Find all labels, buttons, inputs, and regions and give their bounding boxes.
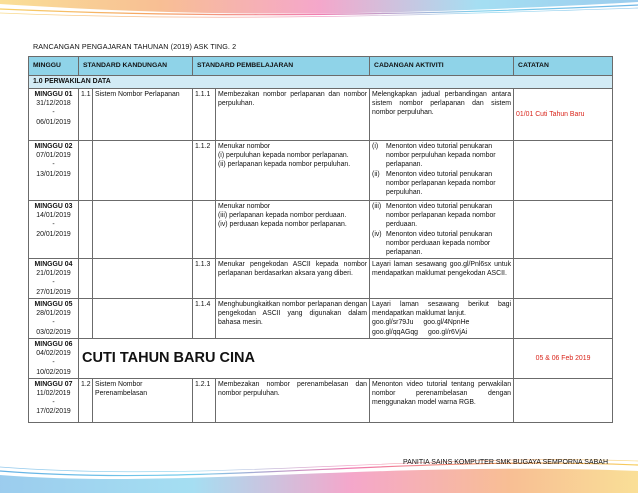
learning-standard-text (216, 201, 370, 259)
week-cell (29, 259, 79, 299)
note-text (514, 378, 613, 422)
week-end-date: 13/01/2019 (36, 170, 71, 178)
note-text: 01/01 Cuti Tahun Baru (514, 89, 613, 141)
week-date-dash: - (52, 279, 55, 287)
note-text: 05 & 06 Feb 2019 (514, 339, 613, 379)
week-end-date: 10/02/2019 (36, 368, 71, 376)
activity-text: Layari laman sesawang goo.gl/Pnl6sx untuk mendapatkan maklumat pengekodan ASCII. (370, 259, 514, 299)
week-start-date: 28/01/2019 (36, 310, 71, 318)
week-start-date: 31/12/2018 (36, 100, 71, 108)
table-row-week-07 (29, 378, 613, 422)
content-standard-number (79, 141, 93, 201)
activity-item: (iv) Menonton video tutorial penukaran nombor perduaan kepada nombor perlapanan. (372, 230, 493, 256)
week-label: MINGGU 02 (34, 143, 73, 150)
link-text[interactable]: goo.gl/qqAGqg (372, 328, 419, 336)
content-standard-number (79, 259, 93, 299)
week-label: MINGGU 01 (34, 91, 73, 98)
content-standard-text (93, 201, 193, 259)
learning-standard-item: (iii) perlapanan kepada nombor perduaan. (218, 212, 347, 220)
week-date-dash: - (52, 221, 55, 229)
link-text[interactable]: goo.gl/r6VjAi (428, 328, 468, 336)
table-row-week-05 (29, 299, 613, 339)
learning-standard-title: Menukar nombor (218, 203, 271, 210)
table-row-week-02 (29, 141, 613, 201)
learning-standard-number: 1.1.1 (193, 89, 216, 141)
week-label: MINGGU 03 (34, 203, 73, 210)
document-header-title: RANCANGAN PENGAJARAN TAHUNAN (2019) ASK TING. 2 (33, 42, 237, 51)
content-standard-number: 1.2 (79, 378, 93, 422)
learning-standard-item: (i) perpuluhan kepada nombor perlapanan. (218, 152, 349, 160)
content-standard-number (79, 299, 93, 339)
learning-standard-text: Membezakan nombor perlapanan dan nombor perpuluhan. (216, 89, 370, 141)
table-row-week-01 (29, 89, 613, 141)
week-date-dash: - (52, 399, 55, 407)
content-standard-text (93, 299, 193, 339)
holiday-banner: CUTI TAHUN BARU CINA (79, 339, 514, 379)
note-text (514, 201, 613, 259)
week-end-date: 17/02/2019 (36, 408, 71, 416)
week-date-dash: - (52, 109, 55, 117)
footer-swoosh-decoration (0, 441, 638, 493)
table-header-row (29, 57, 613, 76)
week-cell (29, 339, 79, 379)
header-swoosh-decoration (0, 0, 638, 34)
learning-standard-text (216, 141, 370, 201)
week-start-date: 04/02/2019 (36, 350, 71, 358)
section-title: 1.0 PERWAKILAN DATA (29, 76, 613, 89)
document-footer-text: PANITIA SAINS KOMPUTER SMK BUGAYA SEMPORNA SABAH (403, 459, 608, 466)
note-text (514, 259, 613, 299)
activity-cell (370, 141, 514, 201)
week-cell (29, 299, 79, 339)
column-header-catatan: CATATAN (514, 57, 613, 76)
learning-standard-text: Menghubungkaitkan nombor perlapanan dengan pengekodan ASCII yang digunakan dalam bahasa mesin. (216, 299, 370, 339)
activity-text: Menonton video tutorial tentang perwakilan nombor perenambelasan dengan menggunakan model warna RGB. (370, 378, 514, 422)
learning-standard-item: (iv) perduaan kepada nombor perlapanan. (218, 221, 347, 229)
link-list (372, 328, 511, 337)
section-row (29, 76, 613, 89)
learning-standard-title: Menukar nombor (218, 143, 271, 150)
week-date-dash: - (52, 319, 55, 327)
week-date-dash: - (52, 161, 55, 169)
week-start-date: 11/02/2019 (36, 389, 71, 397)
column-header-standard-kandungan: STANDARD KANDUNGAN (79, 57, 193, 76)
note-text (514, 299, 613, 339)
table-row-week-04 (29, 259, 613, 299)
content-standard-text: Sistem Nombor Perlapanan (93, 89, 193, 141)
week-date-dash: - (52, 359, 55, 367)
learning-standard-item: (ii) perlapanan kepada nombor perpuluhan. (218, 161, 351, 169)
week-label: MINGGU 05 (34, 301, 73, 309)
table-row-week-06 (29, 339, 613, 379)
week-cell (29, 141, 79, 201)
week-end-date: 03/02/2019 (36, 328, 71, 336)
learning-standard-number: 1.1.3 (193, 259, 216, 299)
activity-cell (370, 299, 514, 339)
learning-standard-text: Membezakan nombor perenambelasan dan nombor perpuluhan. (216, 378, 370, 422)
note-text (514, 141, 613, 201)
week-cell (29, 201, 79, 259)
week-start-date: 21/01/2019 (36, 270, 71, 278)
content-standard-number (79, 201, 93, 259)
content-standard-text (93, 141, 193, 201)
column-header-cadangan-aktiviti: CADANGAN AKTIVITI (370, 57, 514, 76)
week-cell (29, 378, 79, 422)
week-start-date: 14/01/2019 (36, 212, 71, 220)
column-header-minggu: MINGGU (29, 57, 79, 76)
activity-cell (370, 201, 514, 259)
week-end-date: 20/01/2019 (36, 230, 71, 238)
activity-item: (iii) Menonton video tutorial penukaran nombor perlapanan kepada nombor perduaan. (372, 203, 496, 229)
week-label: MINGGU 06 (34, 341, 73, 349)
activity-item: (i) Menonton video tutorial penukaran nombor perpuluhan kepada nombor perlapanan. (372, 143, 496, 169)
week-cell (29, 89, 79, 141)
column-header-standard-pembelajaran: STANDARD PEMBELAJARAN (193, 57, 370, 76)
content-standard-text (93, 259, 193, 299)
learning-standard-number: 1.1.2 (193, 141, 216, 201)
learning-standard-number: 1.2.1 (193, 378, 216, 422)
activity-item: (ii) Menonton video tutorial penukaran nombor perlapanan kepada nombor perpuluhan. (372, 170, 496, 196)
link-list (372, 318, 511, 327)
week-label: MINGGU 04 (34, 261, 73, 269)
learning-standard-number: 1.1.4 (193, 299, 216, 339)
week-end-date: 06/01/2019 (36, 118, 71, 126)
learning-standard-text: Menukar pengekodan ASCII kepada nombor perlapanan berdasarkan aksara yang diberi. (216, 259, 370, 299)
activity-text: Layari laman sesawang berikut bagi mendapatkan maklumat lanjut. (372, 301, 512, 318)
content-standard-text: Sistem Nombor Perenambelasan (93, 378, 193, 422)
content-standard-number: 1.1 (79, 89, 93, 141)
link-text[interactable]: goo.gl/sr79Ju (372, 319, 414, 327)
link-text[interactable]: goo.gl/4NpnHe (423, 319, 470, 327)
week-start-date: 07/01/2019 (36, 152, 71, 160)
learning-standard-number (193, 201, 216, 259)
week-end-date: 27/01/2019 (36, 288, 71, 296)
lesson-plan-table (28, 56, 613, 423)
activity-text: Melengkapkan jadual perbandingan antara sistem nombor perlapanan dan sistem nombor perpuluhan. (370, 89, 514, 141)
table-row-week-03 (29, 201, 613, 259)
week-label: MINGGU 07 (34, 380, 73, 388)
